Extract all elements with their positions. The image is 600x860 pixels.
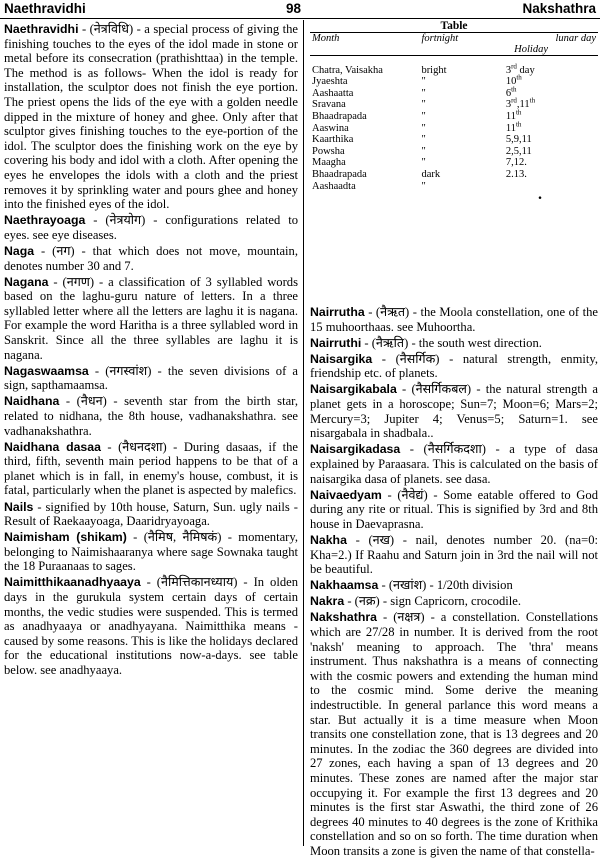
entry-term: Naivaedyam	[310, 487, 382, 502]
table-row	[310, 157, 598, 169]
table-cell-lunar-day: 2,5,11	[505, 145, 532, 157]
entry-body: - (नग) - that which does not move, mountain, denotes number 30 and 7.	[4, 243, 298, 273]
entry-body: - (नैसर्गिकदशा) - a type of dasa explained by Paraasara. This is calculated on the basis of naisargika dasa of planets. see dasa.	[310, 442, 598, 486]
entry-term: Nairruthi	[310, 335, 362, 350]
table-cell-month: Aashaadta	[312, 180, 356, 192]
dictionary-entry	[4, 530, 298, 574]
dictionary-entry	[4, 213, 298, 242]
entry-body: - (नैसर्गिकबल) - the natural strength a planet gets in a horoscope; Sun=7; Moon=6; Mars=2; Mercury=3; Jupiter 4; Venus=5; Saturn=1. see nisargabala in shadbala..	[310, 382, 598, 441]
table-cell-month: Bhaadrapada	[312, 110, 367, 122]
entry-term: Naethravidhi	[4, 22, 79, 36]
table-cell-month: Sravana	[312, 99, 346, 111]
dictionary-entry	[4, 394, 298, 438]
table-cell-lunar-day	[506, 180, 598, 192]
table-cell-month: Bhaadrapada	[312, 168, 367, 180]
table-header-fortnight: fortnight	[419, 33, 505, 56]
entry-term: Naisargikabala	[310, 382, 397, 397]
entry-body: - (नैमित्तिकानध्याय) - In olden days in the gurukula system certain days of certain months, the vedic studies were suspended. This is termed as anadhyaaya or anadhyayana. Naimitthika means - caused by some reasons. This is like the holidays declared for the educational institutions now-a-days. see table below. see anadhyaaya.	[4, 575, 298, 678]
page-number: 98	[286, 1, 302, 16]
table-cell-month: Aaswina	[312, 122, 349, 134]
entry-body: - (नक्षत्र) - a constellation. Constellations which are 27/28 in number. It is derived from the root 'naksh' meaning to approach. The 'thra' means instrument. Thus nakshathra is a means of connecting with the cosmic powers and extending the human mind to the cosmic mind. Some derive the meaning indestructible. In general parlance this word means a star. But actually it is a time measure when Moon transits one constellation zone, that is 13 degrees and 20 minutes. In the zodiac the 360 degrees are divided into 27 zones, each having a span of 13 degrees and 20 minutes. These zones are named after the major star occupying it. For example the first 13 degrees and 20 minutes is the first star Aswathi, the third zone of 26 degrees 40 minutes to 40 degrees is the zone of Krithika constellation and so on so forth. The time duration when Moon transits a zone is given the name of that constella-	[310, 610, 598, 858]
left-column	[4, 22, 298, 679]
table-cell-fortnight: "	[421, 122, 426, 134]
dictionary-entry	[310, 578, 598, 593]
entry-term: Naethrayoaga	[4, 213, 86, 228]
dictionary-entry	[4, 275, 298, 363]
table-row	[310, 111, 598, 123]
entry-body: - (नैऋति) - the south west direction.	[361, 335, 542, 350]
table-header-month: Month	[310, 33, 419, 56]
running-head-right: Nakshathra	[522, 1, 596, 16]
entry-body: - (नगण) - a classification of 3 syllabled words based on the laghu-guru nature of letters. In a three syllabled letter where all the letters are laghu it is nagana. For example the word Haritha is a three syllabled word in Sanskrit. Since all the three syllables are laghu it is nagana.	[4, 274, 298, 362]
dictionary-entry	[4, 244, 298, 273]
table-row	[310, 76, 598, 88]
table-cell-month: Maagha	[312, 157, 346, 169]
entry-term: Naisargika	[310, 351, 373, 366]
dictionary-entry	[310, 610, 598, 858]
table-row	[310, 169, 598, 181]
table-row	[310, 134, 598, 146]
table-cell-month: Chatra, Vaisakha	[312, 64, 383, 76]
table-cell-fortnight: dark	[421, 168, 441, 180]
entry-body: - (नगस्वांश) - the seven divisions of a sign, sapthamaamsa.	[4, 363, 298, 393]
table-cell-fortnight: "	[421, 134, 426, 146]
table-row	[310, 99, 598, 111]
dictionary-entry	[4, 364, 298, 393]
table-cell-month: Aashaatta	[312, 87, 354, 99]
dictionary-entry	[4, 500, 298, 529]
table-cell-fortnight: "	[421, 99, 426, 111]
entry-term: Naidhana	[4, 394, 60, 409]
page-header	[0, 0, 600, 19]
table-row	[310, 146, 598, 158]
entry-body: - (नखांश) - 1/20th division	[378, 578, 513, 593]
table-cell-fortnight: "	[421, 157, 426, 169]
table-cell-month: Powsha	[312, 145, 345, 157]
table-cell-lunar-day: 7,12.	[505, 157, 527, 169]
entry-term: Nairrutha	[310, 305, 365, 319]
table-cell-lunar-day: 3rd,11th	[505, 96, 536, 111]
table-row	[310, 180, 598, 192]
table-cell-lunar-day: 11th	[505, 120, 522, 134]
dictionary-entry	[4, 575, 298, 677]
entry-term: Nagaswaamsa	[4, 363, 89, 378]
dictionary-entry	[4, 440, 298, 498]
entry-body: - (नैधनदशा) - During dasaas, if the third, fifth, seventh main period happens to be that of a planet which is in fall, in enemy's house, combust, it is fatal, particularly when the planet is aspected by malefics.	[4, 439, 298, 498]
entry-body: - (नैसर्गिक) - natural strength, enmity, friendship etc. of planets.	[310, 351, 598, 381]
table-cell-fortnight: "	[421, 110, 426, 122]
table-header-row	[310, 33, 598, 56]
entry-body: - (नैधन) - seventh star from the birth star, related to nidhana, the 8th house, vadhanakshathra. see vadhanakshathra.	[4, 394, 298, 438]
table-cell-lunar-day: 10th	[505, 73, 522, 88]
entry-term: Nakra	[310, 594, 345, 609]
entry-term: Nakhaamsa	[310, 578, 379, 593]
table-cell-fortnight: "	[421, 87, 426, 99]
table-cell-month: Jyaeshta	[312, 76, 348, 88]
entry-term: Naimisham (shikam)	[4, 530, 127, 545]
table-header-lunar-day	[506, 33, 598, 56]
entry-body: - (नख) - nail, denotes number 20. (na=0: Kha=2.) If Raahu and Saturn join in 3rd the nail will not be beautiful.	[310, 532, 598, 577]
entry-body: - signified by 10th house, Saturn, Sun. ugly nails - Result of Raekaayoaga, Daaridryayoaga.	[4, 499, 298, 529]
table-cell-fortnight: bright	[421, 64, 447, 76]
entry-body: - (नैमिष, नैमिषकं) - momentary, belonging to Naimishaaranya where sage Sownaka taught the 18 Puraanaas to sages.	[4, 530, 298, 574]
entry-term: Naga	[4, 243, 35, 258]
dictionary-entry	[4, 22, 298, 212]
table-row	[310, 56, 598, 76]
table-header-lunar-day-label: lunar day	[555, 33, 596, 44]
table-dot: .	[538, 185, 542, 203]
dictionary-entry	[310, 442, 598, 486]
table-cell-month: Kaarthika	[312, 134, 354, 146]
right-column	[310, 305, 598, 860]
column-divider	[303, 20, 304, 846]
table-cell-lunar-day: 3rd day	[505, 62, 535, 76]
entry-term: Naisargikadasa	[310, 442, 401, 457]
entry-term: Nakha	[310, 532, 347, 547]
table-cell-fortnight: "	[421, 76, 426, 88]
dictionary-entry	[310, 305, 598, 334]
entry-term: Naimitthikaanadhyaaya	[4, 575, 141, 590]
entry-body: - (नक्र) - sign Capricorn, crocodile.	[344, 594, 522, 609]
table-subheader-holiday: Holiday	[514, 44, 548, 56]
dictionary-entry	[310, 352, 598, 381]
table-cell-lunar-day: 2.13.	[505, 168, 527, 180]
entry-term: Nagana	[4, 274, 49, 289]
table-cell-lunar-day: 6th	[505, 85, 517, 99]
running-head-left: Naethravidhi	[4, 1, 86, 16]
entry-body: - (नेत्रविधि) - a special process of giving the finishing touches to the eyes of the idol made in stone or metal before its consecration (prathishttaa) in the temple. The method is as follows- When the idol is ready for installation, the sculptor does not finish the eye portion. The priest opens the lids of the eye with a golden needle dipped in the mixture of honey and ghee. Only after that sculptor gives finishing touches to the eye-portion of the idol. The sculptor does the finishing work on the eye by covering his body and idol with a cloth. After opening the eyes he envelopes the idols with a cloth and the priest removes it by sprinkling water and pours ghee and honey into the finished eyes of the idol.	[4, 22, 298, 212]
table-cell-fortnight: "	[421, 145, 426, 157]
table-cell-lunar-day: 11th	[505, 108, 522, 122]
dictionary-entry	[310, 488, 598, 532]
table-row	[310, 122, 598, 134]
table-cell-fortnight: "	[421, 180, 426, 192]
entry-body: - (नेत्रयोग) - configurations related to eyes. see eye diseases.	[4, 213, 298, 242]
dictionary-entry	[310, 533, 598, 577]
entry-body: - (नैवेद्यं) - Some eatable offered to God during any rite or ritual. This is signified by 3rd and 8th house in Daevaprasna.	[310, 487, 598, 531]
dictionary-entry	[310, 382, 598, 440]
dictionary-entry	[310, 336, 598, 351]
holiday-table	[310, 20, 598, 203]
dictionary-entry	[310, 594, 598, 609]
entry-term: Nails	[4, 499, 34, 514]
table-row	[310, 88, 598, 100]
entry-term: Nakshathra	[310, 610, 377, 625]
table-title: Table	[310, 20, 598, 33]
table-cell-lunar-day: 5,9,11	[505, 134, 532, 146]
entry-term: Naidhana dasaa	[4, 439, 101, 454]
entry-body: - (नैऋत) - the Moola constellation, one of the 15 muhoorthaas. see Muhoortha.	[310, 305, 598, 334]
